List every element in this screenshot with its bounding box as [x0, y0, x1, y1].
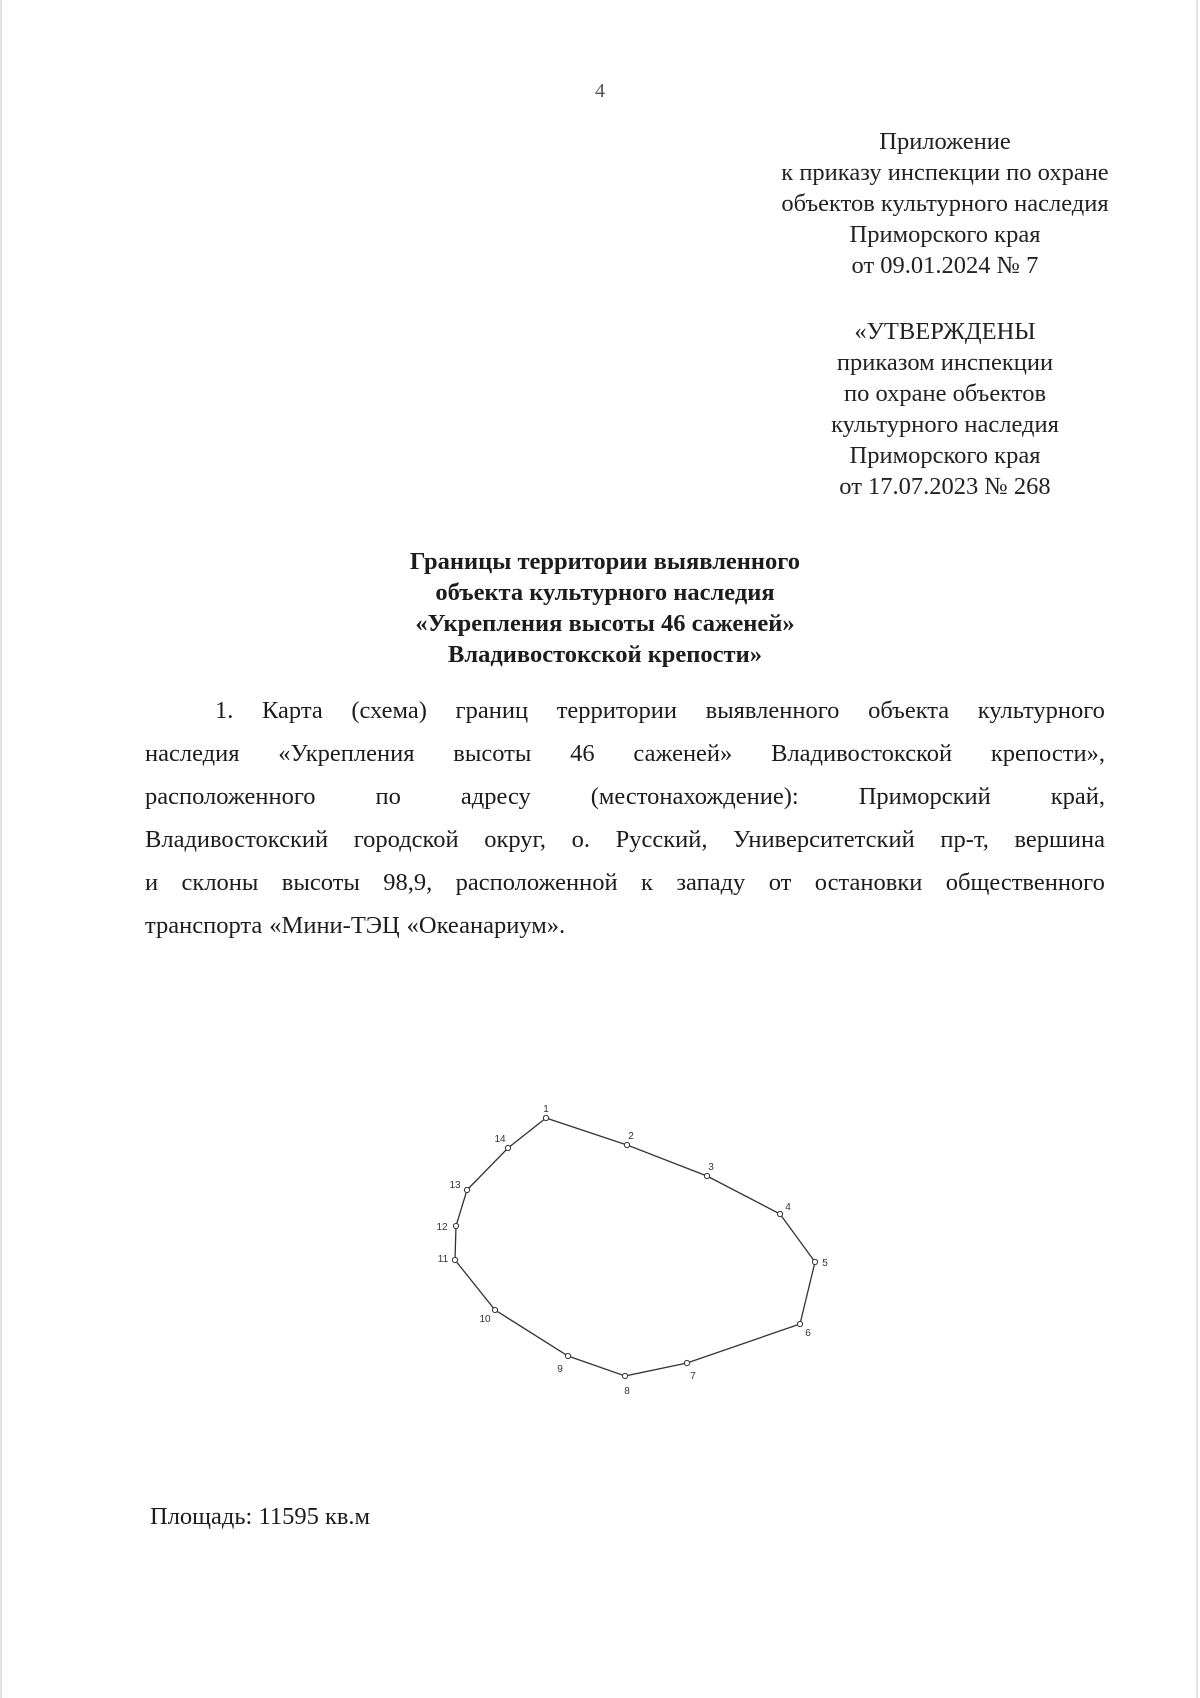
scan-edge-left: [0, 0, 2, 1698]
paragraph-word: культурного: [977, 697, 1105, 724]
paragraph-word: край,: [1050, 783, 1105, 810]
paragraph-word: (схема): [351, 697, 427, 724]
boundary-point-marker: [797, 1321, 802, 1326]
appendix-line: объектов культурного наследия: [781, 190, 1109, 217]
paragraph-word: Карта: [262, 697, 323, 724]
paragraph-word: «Океанариум».: [406, 912, 566, 939]
area-text: Площадь: 11595 кв.м: [150, 1503, 371, 1530]
paragraph-word: транспорта: [145, 912, 263, 939]
paragraph-word: расположенного: [145, 783, 316, 810]
boundary-point-marker: [543, 1115, 548, 1120]
paragraph-word: расположенной: [455, 869, 618, 896]
approval-line: «УТВЕРЖДЕНЫ: [854, 318, 1036, 345]
paragraph-line: [145, 826, 1105, 869]
boundary-point-marker: [492, 1307, 497, 1312]
approval-line: по охране объектов: [843, 380, 1047, 407]
paragraph-word: наследия: [145, 740, 240, 767]
paragraph-word: саженей»: [633, 740, 733, 767]
paragraph-line: [145, 869, 1105, 912]
paragraph-word: Приморский: [858, 783, 991, 810]
paragraph-word: Университетский: [733, 826, 915, 853]
boundary-point-label: 12: [436, 1222, 448, 1233]
boundary-point-marker: [812, 1259, 817, 1264]
paragraph-word: от: [768, 869, 792, 896]
appendix-line: к приказу инспекции по охране: [781, 159, 1109, 186]
boundary-point-label: 3: [708, 1162, 714, 1173]
paragraph-word: вершина: [1014, 826, 1105, 853]
approval-line: приказом инспекции: [836, 349, 1054, 376]
boundary-point-label: 5: [822, 1258, 828, 1269]
paragraph-word: 98,9,: [383, 869, 433, 896]
title-line: Владивостокской крепости»: [448, 641, 762, 668]
paragraph-line: [145, 697, 1105, 740]
boundary-point-label: 2: [628, 1131, 634, 1142]
paragraph-line: [145, 783, 1105, 826]
paragraph-word: 46: [570, 740, 595, 767]
boundary-point-marker: [684, 1360, 689, 1365]
paragraph-word: Владивостокской: [771, 740, 953, 767]
boundary-point-label: 4: [785, 1202, 791, 1213]
appendix-line: от 09.01.2024 № 7: [851, 252, 1039, 279]
paragraph-word: пр-т,: [940, 826, 989, 853]
scan-edge-right: [1196, 0, 1198, 1698]
appendix-line: Приморского края: [849, 221, 1041, 248]
paragraph-word: остановки: [814, 869, 923, 896]
boundary-point-marker: [565, 1353, 570, 1358]
paragraph-word: выявленного: [705, 697, 840, 724]
paragraph-word: по: [375, 783, 401, 810]
boundary-point-marker: [622, 1373, 627, 1378]
paragraph-word: к: [641, 869, 653, 896]
boundary-point-marker: [777, 1211, 782, 1216]
paragraph-word: западу: [676, 869, 746, 896]
document-title: [300, 546, 910, 670]
boundary-point-label: 8: [624, 1386, 630, 1397]
approval-line: Приморского края: [849, 442, 1041, 469]
paragraph-word: «Мини-ТЭЦ: [269, 912, 400, 939]
paragraph-word: общественного: [945, 869, 1105, 896]
boundary-point-marker: [464, 1187, 469, 1192]
paragraph-word: территории: [556, 697, 677, 724]
paragraph-word: адресу: [460, 783, 531, 810]
paragraph-word: Владивостокский: [145, 826, 329, 853]
approval-header: [795, 316, 1095, 502]
paragraph-word: высоты: [453, 740, 532, 767]
paragraph-word: «Укрепления: [278, 740, 415, 767]
description-paragraph: [145, 697, 1105, 955]
paragraph-word: объекта: [868, 697, 950, 724]
title-line: объекта культурного наследия: [435, 579, 775, 606]
paragraph-word: границ: [455, 697, 529, 724]
paragraph-word: 1.: [215, 697, 234, 724]
boundary-point-label: 10: [479, 1314, 491, 1325]
boundary-point-label: 7: [690, 1371, 696, 1382]
paragraph-word: о.: [571, 826, 590, 853]
boundary-map: [420, 1098, 840, 1397]
paragraph-word: Русский,: [615, 826, 708, 853]
paragraph-word: (местонахождение):: [590, 783, 799, 810]
paragraph-line: [145, 740, 1105, 783]
boundary-point-label: 9: [557, 1364, 563, 1375]
paragraph-word: городской: [353, 826, 459, 853]
boundary-point-label: 11: [437, 1254, 449, 1265]
approval-line: от 17.07.2023 № 268: [839, 473, 1051, 500]
boundary-point-marker: [624, 1142, 629, 1147]
boundary-point-label: 1: [543, 1104, 549, 1115]
paragraph-line: [145, 912, 1105, 955]
boundary-map-svg: [420, 1098, 840, 1397]
appendix-header: [735, 126, 1155, 281]
boundary-point-marker: [505, 1145, 510, 1150]
page-number: 4: [595, 80, 605, 102]
paragraph-word: высоты: [281, 869, 360, 896]
appendix-line: Приложение: [879, 128, 1011, 155]
title-line: «Укрепления высоты 46 саженей»: [415, 610, 795, 637]
boundary-outline: [455, 1118, 815, 1376]
paragraph-word: склоны: [181, 869, 259, 896]
paragraph-word: крепости»,: [990, 740, 1105, 767]
boundary-point-label: 14: [494, 1134, 506, 1145]
title-line: Границы территории выявленного: [409, 548, 801, 575]
approval-line: культурного наследия: [831, 411, 1059, 438]
boundary-point-marker: [704, 1173, 709, 1178]
boundary-point-label: 13: [449, 1180, 461, 1191]
paragraph-word: и: [145, 869, 159, 896]
boundary-point-marker: [452, 1257, 457, 1262]
paragraph-word: округ,: [484, 826, 546, 853]
boundary-point-label: 6: [805, 1328, 811, 1339]
boundary-point-marker: [453, 1223, 458, 1228]
